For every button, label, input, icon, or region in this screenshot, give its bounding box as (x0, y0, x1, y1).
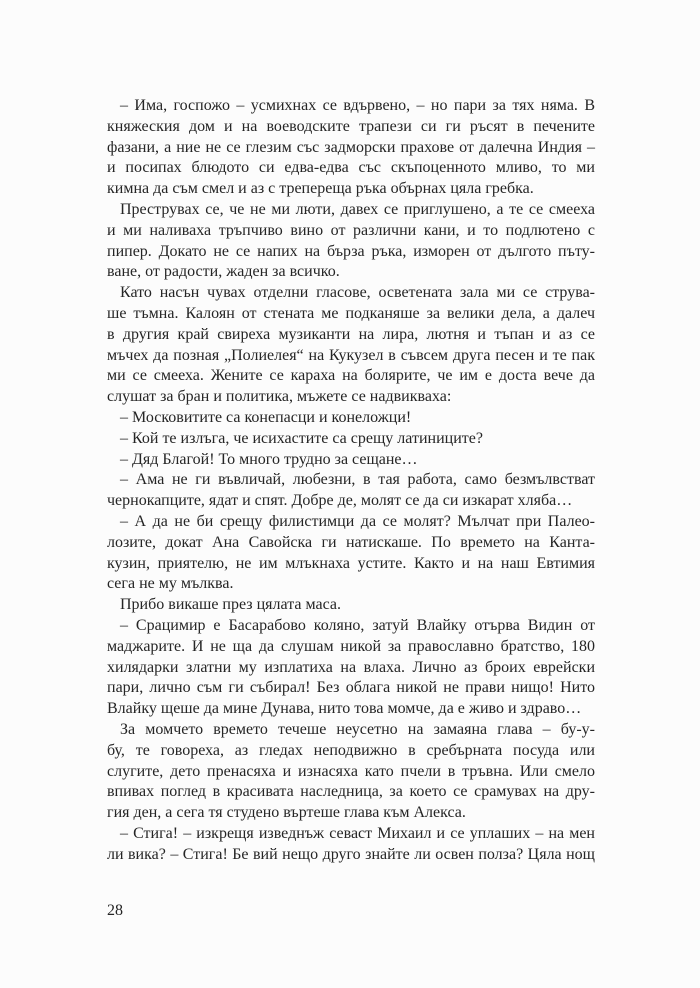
text-line: сега не му мълква. (107, 575, 234, 593)
paragraph (107, 283, 595, 408)
paragraph (107, 512, 595, 595)
paragraph (107, 200, 595, 283)
paragraph (107, 408, 595, 429)
text-line: – Ама не ги въвличай, любезни, в тая работа, само безмълвстват (120, 471, 595, 489)
paragraph (107, 429, 595, 450)
text-line: ли вика? – Стига! Бе вий нещо друго знайте ли освен полза? Цяла нощ (107, 845, 595, 863)
text-line: – Стига! – изкрещя изведнъж севаст Михаил и се уплаших – на мен (120, 824, 595, 842)
text-line: Като насън чувах отделни гласове, осветената зала ми се струва- (120, 284, 595, 302)
text-line: Влайку щеше да мине Дунава, нито това момче, да е живо и здраво… (107, 700, 582, 718)
text-line: чернокапците, ядат и спят. Добре де, молят се да си изкарат хляба… (107, 492, 573, 510)
text-line: гия ден, а сега тя студено въртеше глава към Алекса. (107, 804, 466, 822)
text-line: бу, те говореха, аз гледах неподвижно в сребърната посуда или (107, 741, 595, 759)
text-line: – А да не би срещу филистимци да се молят? Мълчат при Палео- (120, 512, 595, 530)
text-line: маджарите. И не ща да слушам никой за православно братство, 180 (107, 637, 595, 655)
text-line: За момчето времето течеше неусетно на замаяна глава – бу-у- (120, 720, 595, 738)
text-line: – Кой те излъга, че исихастите са срещу латиниците? (120, 429, 483, 447)
text-line: мъчех да позная „Полиелея“ на Кукузел в съвсем друга песен и те пак (107, 346, 595, 364)
text-line: Прибо викаше през цялата маса. (120, 596, 342, 614)
text-line: ми се смееха. Жените се караха на болярите, че им е доста вече да (107, 367, 595, 385)
text-line: слушат за бран и политика, мъжете се надвикваха: (107, 388, 452, 406)
paragraph (107, 450, 595, 471)
text-line: лозите, докат Ана Савойска ги натискаше. По времето на Канта- (107, 533, 595, 551)
paragraph (107, 595, 595, 616)
text-line: ване, от радости, жаден за всичко. (107, 263, 340, 281)
text-line: – Московитите са конепасци и конеложци! (120, 408, 412, 426)
text-line: княжеския дом и на воеводските трапези си ги ръсят в печените (107, 117, 595, 135)
text-line: слугите, дето пренасяха и изнасяха като пчели в тръвна. Или смело (107, 762, 595, 780)
text-line: – Дяд Благой! То много трудно за сещане… (120, 450, 418, 468)
text-block (107, 96, 595, 865)
paragraph (107, 470, 595, 512)
text-line: впивах поглед в красивата наследница, за което се срамувах на дру- (107, 783, 595, 801)
text-line: Преструвах се, че не ми люти, давех се приглушено, а те се смееха (120, 200, 595, 218)
text-line: кузин, приятелю, не им млъкнаха устите. Както и на наш Евтимия (107, 554, 595, 572)
text-line: ше тъмна. Калоян от стената ме подканяше за велики дела, а далеч (107, 304, 595, 322)
text-line: и посипах блюдото си едва-едва със скъпоценното мливо, то ми (107, 159, 595, 177)
paragraph (107, 824, 595, 866)
text-line: хилядарки златни му изплатиха на влаха. Лично аз броих еврейски (107, 658, 595, 676)
text-line: пипер. Докато не се напих на бърза ръка, изморен от дългото пъту- (107, 242, 595, 260)
text-line: – Срацимир е Басарабово коляно, затуй Влайку отърва Видин от (120, 616, 595, 634)
page-number: 28 (107, 902, 123, 919)
text-line: – Има, госпожо – усмихнах се вдървено, – но пари за тях няма. В (120, 97, 595, 114)
paragraph (107, 720, 595, 824)
text-line: в другия край свиреха музиканти на лира, лютня и тъпан и аз се (107, 325, 595, 343)
paragraph (107, 616, 595, 720)
text-line: пари, лично съм ги събирал! Без облага никой не прави нищо! Нито (107, 679, 595, 697)
text-line: и ми наливаха тръпчиво вино от различни кани, и то подлютено с (107, 221, 595, 239)
text-line: кимна да съм смел и аз с трепереща ръка обърнах цяла гребка. (107, 180, 534, 198)
paragraph (107, 96, 595, 200)
text-line: фазани, а ние не се глезим със задморски прахове от далечна Индия – (107, 138, 595, 156)
